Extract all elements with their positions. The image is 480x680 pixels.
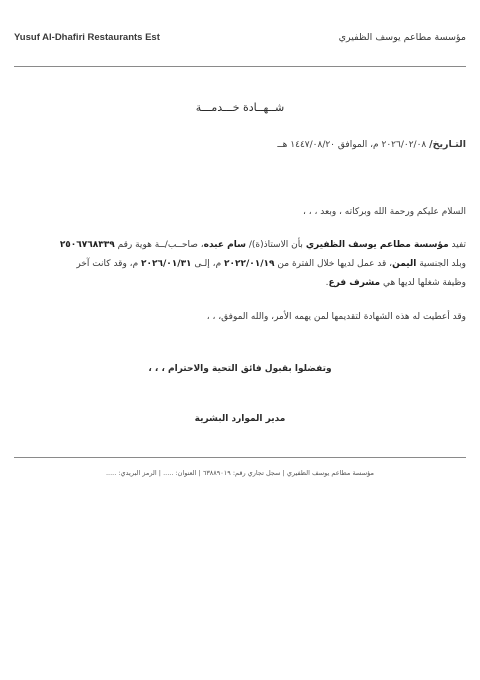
footer-commercial-register: سجل تجاري رقم: ٦٣٨٨٩٠١٩ [202,469,281,477]
footer-separator: | [280,469,285,477]
footer-separator: | [156,469,161,477]
date-line [14,139,466,150]
body-text: وبلد الجنسية [416,259,466,269]
employee-name: سام عبده [203,240,246,250]
footer [0,469,480,477]
nationality: اليمن [392,259,417,269]
body-line-2 [14,255,466,274]
body-line-1 [14,236,466,255]
company-name-english: Yusuf Al-Dhafiri Restaurants Est [14,32,160,43]
body-text: ، قد عمل لديها خلال الفترة من [274,259,393,269]
body-text: . [325,278,329,288]
footer-separator: | [196,469,201,477]
date-value: ٢٠٢٦/٠٢/٠٨ م، الموافق ١٤٤٧/٠٨/٢٠ هــ [277,140,430,150]
date-from: ٢٠٢٢/٠١/١٩ [224,259,275,269]
id-number: ٢٥٠٦٧٦٨٣٣٩ [59,240,115,250]
issuance-statement: وقد أعطيت له هذه الشهادة لتقديمها لمن يهمه الأمر، والله الموفق، ، ، [206,312,466,322]
closing-statement: وتفضلوا بقبول فائق التحية والاحترام ، ، ، [148,364,332,374]
greeting: السلام عليكم ورحمة الله وبركاته ، وبعد ، ، ، [302,207,466,217]
signatory-title: مدير الموارد البشرية [194,414,286,424]
body-text: م، إلـى [191,259,225,269]
body-text: بأن الاستاذ(ة)/ [245,240,306,250]
body-text: وظيفة شغلها لديها هي [380,278,466,288]
header-divider [14,66,466,67]
date-to: ٢٠٢٦/٠١/٣١ [141,259,192,269]
certificate-body [14,236,466,293]
date-label: التـاريخ/ [429,139,466,150]
company-name-inline: مؤسسة مطاعم يوسف الظفيري [305,240,449,250]
body-text: ، صاحــب/ــة هوية رقم [114,240,204,250]
footer-postal-code: الرمز البريدي: ..... [105,469,157,477]
company-name-arabic: مؤسسة مطاعم يوسف الظفيري [338,32,466,43]
body-text: تفيد [448,240,466,250]
job-position: مشرف فرع [328,278,381,288]
body-text: م، وقد كانت آخر [76,259,142,269]
footer-divider [14,457,466,458]
footer-company: مؤسسة مطاعم يوسف الظفيري [286,469,375,477]
footer-address: العنوان: ..... [163,469,197,477]
body-line-3 [14,274,466,293]
document-title: شــهــادة خـــدمـــة [195,101,285,114]
